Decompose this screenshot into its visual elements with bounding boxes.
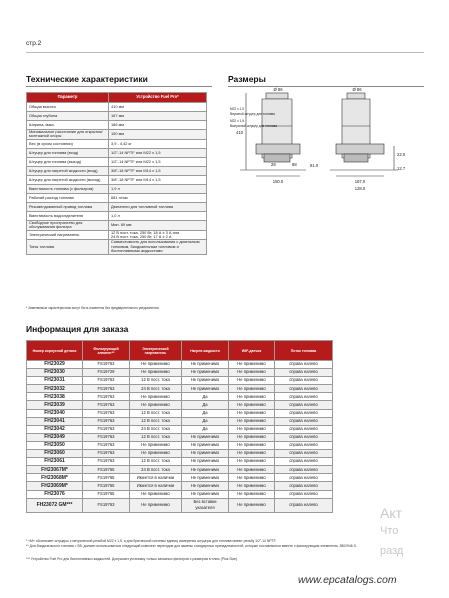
orders-cell: справа налево <box>275 369 333 377</box>
specs-cell: Общая высота <box>27 103 109 112</box>
specs-cell: Типы топлива <box>27 240 109 254</box>
orders-cell: справа налево <box>275 498 333 512</box>
orders-cell: Не применимо <box>130 401 182 409</box>
label-410: 410 <box>236 130 243 135</box>
orders-cell: Не применимо <box>130 369 182 377</box>
orders-cell: FH23067M* <box>27 466 83 474</box>
table-row <box>27 240 207 254</box>
table-row <box>27 121 207 130</box>
orders-cell: FH23032 <box>27 385 83 393</box>
orders-cell: справа налево <box>275 433 333 441</box>
watermark-line3: разд <box>380 545 404 557</box>
specs-cell: Общая глубина <box>27 112 109 121</box>
orders-cell: Не применимо <box>229 425 275 433</box>
specs-cell: Ширина, макс. <box>27 121 109 130</box>
specs-header-row <box>27 93 207 103</box>
table-row <box>27 441 333 449</box>
orders-header-cell: Поток топлива <box>275 341 333 361</box>
orders-cell: FH23029 <box>27 361 83 369</box>
table-row <box>27 184 207 193</box>
orders-cell: FH23050 <box>27 441 83 449</box>
table-row <box>27 377 333 385</box>
orders-cell: Не применимо <box>229 401 275 409</box>
orders-cell: FH23069M* <box>27 482 83 490</box>
orders-cell: справа налево <box>275 361 333 369</box>
orders-cell: справа налево <box>275 393 333 401</box>
top-rule <box>26 52 424 53</box>
specs-body <box>27 103 207 255</box>
orders-cell: Не применимо <box>229 441 275 449</box>
specs-cell: Рекомендованный привод топлива <box>27 202 109 211</box>
table-row <box>27 148 207 157</box>
orders-cell: справа налево <box>275 385 333 393</box>
orders-cell: справа налево <box>275 425 333 433</box>
orders-cell: Не применимо <box>182 441 229 449</box>
orders-cell: FH23060 <box>27 450 83 458</box>
side-cap <box>347 93 365 99</box>
specs-cell: 3,9 - 4,42 кг <box>109 139 207 148</box>
orders-cell: FH23049 <box>27 433 83 441</box>
orders-cell: FS19763 <box>83 498 130 512</box>
table-row <box>27 202 207 211</box>
specs-cell: 1/2"-14 NPTF или M22 x 1,5 <box>109 157 207 166</box>
site-watermark: www.epcatalogs.com <box>298 574 397 586</box>
orders-header-row <box>27 341 333 361</box>
orders-cell: FH23042 <box>27 425 83 433</box>
label-150: 150.0 <box>272 179 284 184</box>
orders-cell: 24 В пост. тока <box>130 466 182 474</box>
orders-cell: Не применимо <box>229 490 275 498</box>
orders-cell: FS19763 <box>83 417 130 425</box>
side-view <box>330 93 398 176</box>
table-row <box>27 498 333 512</box>
table-row <box>27 482 333 490</box>
specs-cell: Минимальное расстояние для открытия/ монтажной опоры <box>27 130 109 140</box>
label-side-top: Ø 86 <box>352 87 362 92</box>
orders-cell: FS19765 <box>83 482 130 490</box>
specs-cell: Вместимость водоотделителя <box>27 211 109 220</box>
label-127: 12.7 <box>397 166 406 171</box>
orders-cell: Не применимо <box>182 482 229 490</box>
callout-1: M22 x 1,5 <box>230 107 244 111</box>
orders-cell: FS19763 <box>83 425 130 433</box>
label-167: 167.0 <box>354 179 366 184</box>
orders-cell: FS19763 <box>83 441 130 449</box>
orders-cell: FH23061 <box>27 458 83 466</box>
orders-cell: FS19763 <box>83 433 130 441</box>
orders-cell: FH23072 GM*** <box>27 498 83 512</box>
front-cap <box>266 93 288 99</box>
label-top: Ø 86 <box>273 87 283 92</box>
label-128: 128.0 <box>354 186 366 191</box>
specs-cell: Рабочий расход топлива <box>27 193 109 202</box>
table-row <box>27 450 333 458</box>
specs-note: * Заменяемые характеристики могут быть изменены без предварительного уведомления. <box>26 306 160 310</box>
orders-cell: 24 В пост. тока <box>130 425 182 433</box>
table-row <box>27 103 207 112</box>
orders-cell: 12 В пост. тока <box>130 458 182 466</box>
orders-cell: FS19765 <box>83 474 130 482</box>
orders-cell: Не применимо <box>229 482 275 490</box>
table-row <box>27 166 207 175</box>
orders-title: Информация для заказа <box>26 324 129 334</box>
specs-title: Технические характеристики <box>26 74 148 84</box>
table-row <box>27 220 207 230</box>
footnote-2: ** Для биодизельного топлива > B5, должен использоваться следующий комплект переходов для замены стандартных принадлежностей, которые поставляются вместе с фильтрующим элементом, 3802946 S. <box>26 544 357 548</box>
orders-cell: Не применимо <box>182 385 229 393</box>
specs-cell: Мин. 89 мм <box>109 220 207 230</box>
label-88: 88 <box>292 162 297 167</box>
footnote-1: * «M» обозначает штуцеры с метрической резьбой M22 x 1,5, а для британской системы единиц измерения штуцеры для топлива имеют резьбу 1/2"-14 NPTF. <box>26 539 277 543</box>
specs-cell: 3/8"-18 NPTF или M14 x 1,5 <box>109 175 207 184</box>
specs-cell: Двигатели для топливной топлива <box>109 202 207 211</box>
front-housing <box>256 144 300 154</box>
orders-cell: Не применимо <box>182 458 229 466</box>
orders-cell: Не применимо <box>229 474 275 482</box>
orders-cell: Не применимо <box>229 466 275 474</box>
orders-cell: Не применимо <box>229 450 275 458</box>
orders-cell: справа налево <box>275 409 333 417</box>
dimensions-title: Размеры <box>228 74 266 84</box>
orders-cell: Да <box>182 409 229 417</box>
orders-cell: справа налево <box>275 474 333 482</box>
orders-cell: Не применимо <box>229 498 275 512</box>
table-row <box>27 361 333 369</box>
orders-cell: Да <box>182 425 229 433</box>
orders-cell: Не применимо <box>229 361 275 369</box>
orders-cell: Да <box>182 417 229 425</box>
table-row <box>27 433 333 441</box>
table-row <box>27 490 333 498</box>
specs-cell: Электрический нагреватель <box>27 230 109 240</box>
orders-cell: 12 В пост. тока <box>130 417 182 425</box>
orders-cell: FH23038 <box>27 393 83 401</box>
table-row <box>27 175 207 184</box>
orders-cell: Не применимо <box>229 377 275 385</box>
table-row <box>27 458 333 466</box>
callout-2: Впускной штуцер для топлива <box>230 112 275 116</box>
watermark-line1: Акт <box>380 505 403 521</box>
orders-cell: Не применимо <box>229 369 275 377</box>
orders-cell: Не применимо <box>229 409 275 417</box>
specs-cell: 1/2"-14 NPTF или M22 x 1,5 <box>109 148 207 157</box>
orders-cell: FS19765 <box>83 466 130 474</box>
orders-header-cell: Нагрев жидкости <box>182 341 229 361</box>
specs-cell: 1,9 л <box>109 184 207 193</box>
orders-cell: справа налево <box>275 377 333 385</box>
orders-cell: Да <box>182 401 229 409</box>
table-row <box>27 130 207 140</box>
specs-cell: Свободное пространство для обслуживания фильтра <box>27 220 109 230</box>
orders-cell: FH23076 <box>27 490 83 498</box>
specs-cell: Вес (в сухом состоянии) <box>27 139 109 148</box>
orders-cell: FH23031 <box>27 377 83 385</box>
callout-4: Выпускной штуцер для топлива <box>230 124 278 128</box>
table-row <box>27 409 333 417</box>
label-22: 22.0 <box>397 152 406 157</box>
table-row <box>27 369 333 377</box>
specs-cell: Вместимость топлива (с фильтром) <box>27 184 109 193</box>
table-row <box>27 230 207 240</box>
orders-cell: Не применимо <box>130 450 182 458</box>
specs-cell: Совместимость для использования с дизельным топливом, биодизельным топливом и биотопливными жидкостями <box>109 240 207 254</box>
page-label: стр.2 <box>26 40 42 47</box>
orders-cell: FS19763 <box>83 385 130 393</box>
orders-cell: FS19763 <box>83 450 130 458</box>
orders-cell: FS19763 <box>83 393 130 401</box>
orders-cell: справа налево <box>275 466 333 474</box>
specs-title-underline <box>26 86 212 87</box>
specs-header-cell: Параметр <box>27 93 109 103</box>
orders-cell: FH23039 <box>27 401 83 409</box>
orders-cell: 12 В пост. тока <box>130 433 182 441</box>
table-row <box>27 425 333 433</box>
orders-cell: справа налево <box>275 441 333 449</box>
orders-cell: Не применимо <box>229 458 275 466</box>
orders-cell: Не применимо <box>182 361 229 369</box>
orders-cell: FH23068M* <box>27 474 83 482</box>
orders-cell: справа налево <box>275 417 333 425</box>
orders-cell: Имеется в наличии <box>130 482 182 490</box>
table-row <box>27 417 333 425</box>
specs-cell: 12 В пост. тока, 250 Вт, 18 А ± 3 А или 24 В пост. тока, 250 Вт, 17 А ± 2 А <box>109 230 207 240</box>
footnote-3: *** Устройство Fuel Pro для биотопливных жидкостей. Допускают установку только запасных фильтров с размером в плюс (Plus Size). <box>26 557 238 561</box>
orders-table <box>26 340 333 513</box>
orders-cell: Не применимо <box>182 490 229 498</box>
orders-cell: FH23030 <box>27 369 83 377</box>
orders-cell: справа налево <box>275 450 333 458</box>
label-91: 91.0 <box>310 163 319 168</box>
specs-cell: Штуцер для нагретой жидкости (вход) <box>27 166 109 175</box>
side-base <box>344 154 368 162</box>
specs-cell: Штуцер для нагретой жидкости (выход) <box>27 175 109 184</box>
orders-cell: FS19729 <box>83 369 130 377</box>
orders-cell: Имеется в наличии <box>130 474 182 482</box>
orders-cell: Не применимо <box>130 393 182 401</box>
orders-cell: Не применимо <box>130 490 182 498</box>
orders-header-cell: WIF-датчик <box>229 341 275 361</box>
dimension-drawing <box>226 86 426 196</box>
table-row <box>27 139 207 148</box>
table-row <box>27 157 207 166</box>
specs-cell: 186 мм <box>109 121 207 130</box>
callout-3: M22 x 1,5 <box>230 119 244 123</box>
orders-cell: Не применимо <box>229 433 275 441</box>
orders-cell: 12 В пост. тока <box>130 409 182 417</box>
orders-cell: Да <box>182 393 229 401</box>
specs-cell: 167 мм <box>109 112 207 121</box>
orders-header-cell: Электрический нагреватель <box>130 341 182 361</box>
orders-cell: Не применимо <box>130 361 182 369</box>
orders-cell: FS19763 <box>83 377 130 385</box>
orders-cell: FS19765 <box>83 490 130 498</box>
orders-cell: FH23041 <box>27 417 83 425</box>
specs-cell: 1,0 л <box>109 211 207 220</box>
orders-cell: справа налево <box>275 401 333 409</box>
orders-cell: Не применимо <box>229 417 275 425</box>
specs-cell: 681 л/час <box>109 193 207 202</box>
table-row <box>27 193 207 202</box>
orders-cell: Не применимо <box>229 393 275 401</box>
orders-cell: Не применимо <box>182 450 229 458</box>
orders-cell: Не применимо <box>182 466 229 474</box>
orders-cell: FH23040 <box>27 409 83 417</box>
orders-cell: FS19763 <box>83 409 130 417</box>
orders-cell: справа налево <box>275 482 333 490</box>
table-row <box>27 474 333 482</box>
front-base <box>264 154 290 162</box>
orders-cell: 12 В пост. тока <box>130 377 182 385</box>
specs-header-cell: Устройство Fuel Pro* <box>109 93 207 103</box>
orders-cell: справа налево <box>275 458 333 466</box>
specs-table <box>26 92 207 255</box>
side-housing <box>336 144 384 154</box>
specs-cell: 3/8"-18 NPTF или M14 x 1,5 <box>109 166 207 175</box>
orders-cell: Не применимо <box>182 474 229 482</box>
specs-cell: Штуцер для топлива (выход) <box>27 157 109 166</box>
orders-cell: FS19763 <box>83 401 130 409</box>
label-28: 28 <box>271 162 276 167</box>
orders-cell: Не применимо <box>130 441 182 449</box>
orders-cell: FS19763 <box>83 458 130 466</box>
orders-cell: Не применимо <box>182 369 229 377</box>
table-row <box>27 211 207 220</box>
orders-cell: справа налево <box>275 490 333 498</box>
specs-cell: 410 мм <box>109 103 207 112</box>
orders-cell: FS19763 <box>83 361 130 369</box>
orders-header-cell: Номер корпусной детали <box>27 341 83 361</box>
specs-cell: 150 мм <box>109 130 207 140</box>
table-row <box>27 393 333 401</box>
table-row <box>27 112 207 121</box>
watermark-line2: Что <box>380 525 399 537</box>
table-row <box>27 466 333 474</box>
orders-cell: 24 В пост. тока <box>130 385 182 393</box>
orders-header-cell: Фильтрующий элемент** <box>83 341 130 361</box>
orders-cell: Без вставки указателя <box>182 498 229 512</box>
orders-body <box>27 361 333 513</box>
table-row <box>27 385 333 393</box>
orders-cell: Не применимо <box>182 433 229 441</box>
table-row <box>27 401 333 409</box>
orders-cell: Не применимо <box>229 385 275 393</box>
orders-cell: Не применимо <box>130 498 182 512</box>
specs-cell: Штуцер для топлива (вход) <box>27 148 109 157</box>
orders-cell: Не применимо <box>182 377 229 385</box>
